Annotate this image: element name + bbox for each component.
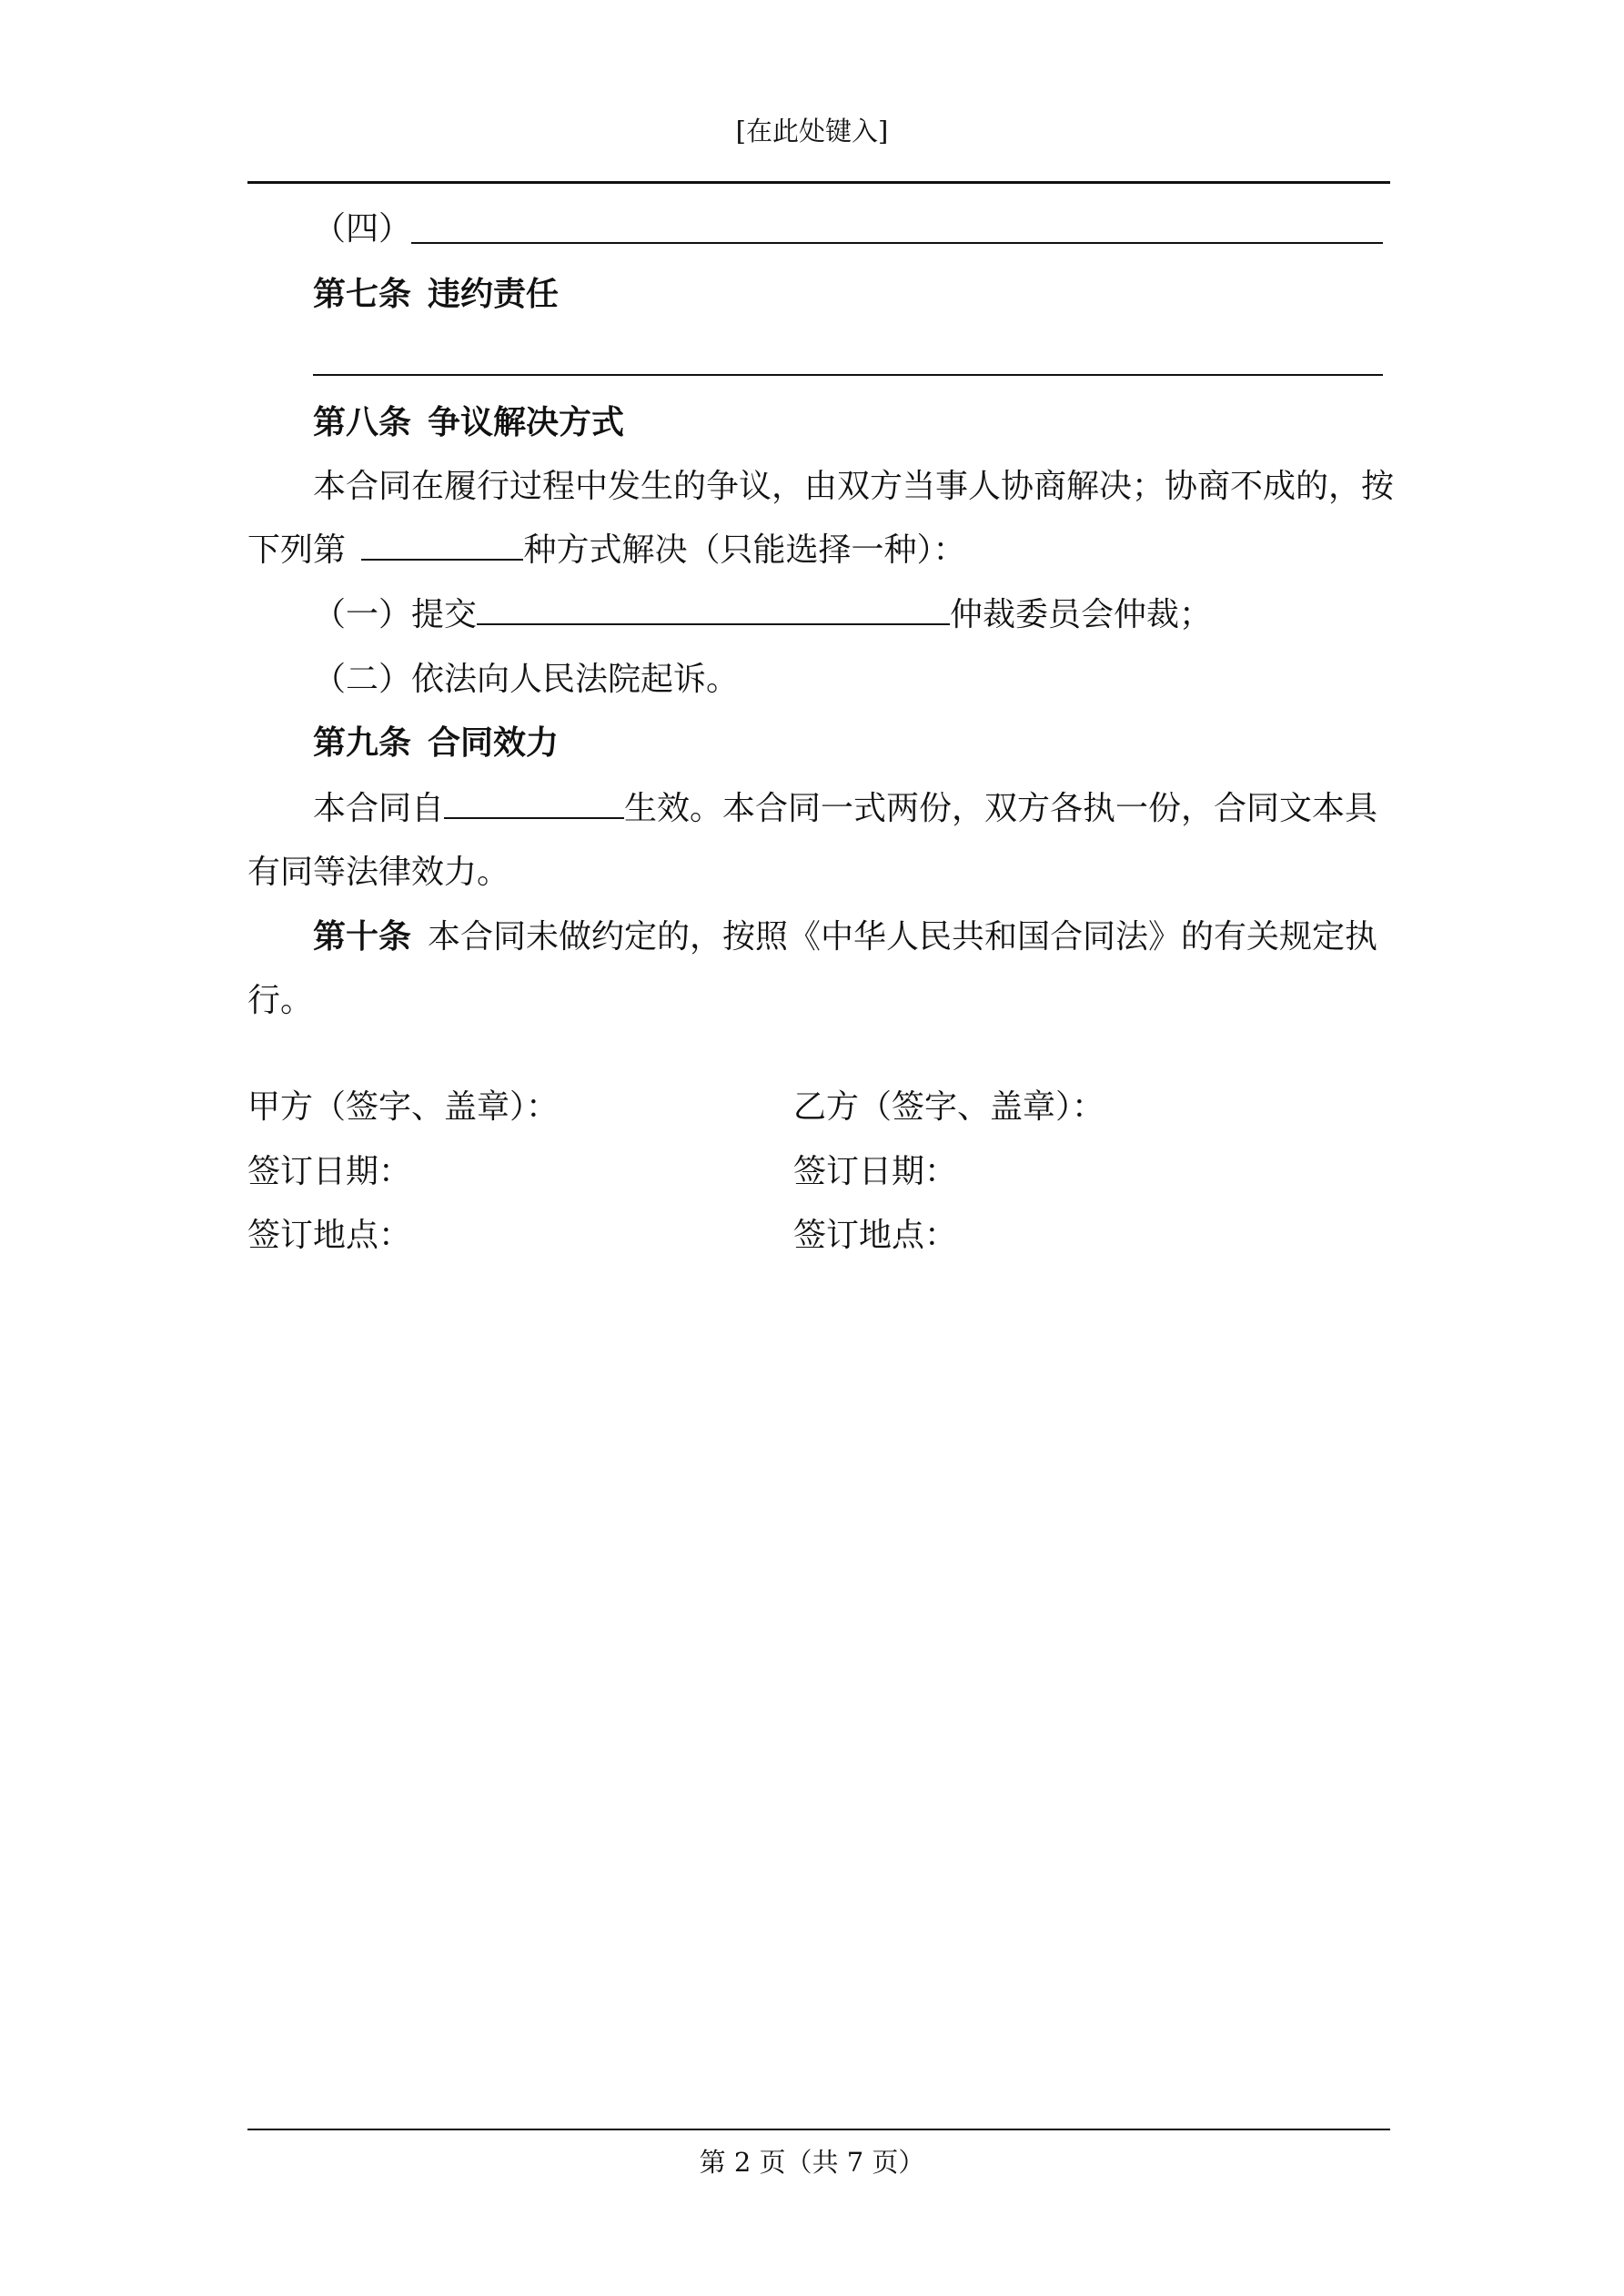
article-10-paragraph-line-2: 行。: [247, 982, 314, 1019]
article-9-paragraph-line-1: [313, 791, 1456, 827]
page-header: [在此处键入]: [735, 116, 889, 147]
article-8-title: 争议解决方式: [428, 404, 625, 441]
article-9-heading: [313, 725, 1456, 762]
party-a-date-label: 签订日期：: [247, 1153, 412, 1190]
article-8-number: 第八条: [313, 404, 412, 441]
article-8-line-2-suffix: 种方式解决（只能选择一种）：: [523, 531, 966, 569]
article-9-title: 合同效力: [428, 724, 560, 762]
article-7-blank[interactable]: [313, 374, 1383, 376]
article-8-line-2-prefix: 下列第: [247, 531, 347, 569]
effective-date-blank[interactable]: [444, 792, 624, 819]
footer-rule: [247, 2129, 1390, 2130]
article-7-title: 违约责任: [428, 276, 560, 313]
option-1: [313, 597, 1456, 633]
article-10-number: 第十条: [313, 918, 412, 956]
option-1-prefix: （一）提交: [313, 596, 478, 633]
article-7-number: 第七条: [313, 276, 412, 313]
article-8-heading: [313, 405, 1456, 441]
article-7-heading: [313, 277, 1456, 313]
party-b-signature-label: 乙方（签字、盖章）：: [793, 1088, 1105, 1126]
article-9-number: 第九条: [313, 724, 412, 762]
article-9-paragraph-line-2: 有同等法律效力。: [247, 854, 510, 891]
page-footer: 第 2 页（共 7 页）: [699, 2147, 925, 2178]
option-2: （二）依法向人民法院起诉。: [313, 661, 740, 698]
party-b-place-label: 签订地点：: [793, 1217, 958, 1254]
article-10-paragraph-line-1: [313, 919, 1390, 956]
item-4-blank[interactable]: [411, 242, 1383, 244]
article-10-text: 本合同未做约定的，按照《中华人民共和国合同法》的有关规定执: [428, 918, 1378, 956]
article-8-paragraph-line-2: [247, 532, 1390, 569]
party-a-signature-label: 甲方（签字、盖章）：: [247, 1088, 560, 1126]
item-4-label: （四）: [313, 210, 412, 248]
article-9-line-1-suffix: 生效。本合同一式两份，双方各执一份，合同文本具: [624, 790, 1378, 827]
party-b-date-label: 签订日期：: [793, 1153, 958, 1190]
arbitration-committee-blank[interactable]: [477, 598, 950, 625]
method-number-blank[interactable]: [361, 533, 523, 561]
header-rule: [247, 181, 1390, 184]
article-8-paragraph-line-1: 本合同在履行过程中发生的争议，由双方当事人协商解决；协商不成的，按: [313, 468, 1395, 505]
article-9-line-1-prefix: 本合同自: [313, 790, 445, 827]
party-a-place-label: 签订地点：: [247, 1217, 412, 1254]
option-1-suffix: 仲裁委员会仲裁；: [950, 596, 1213, 633]
